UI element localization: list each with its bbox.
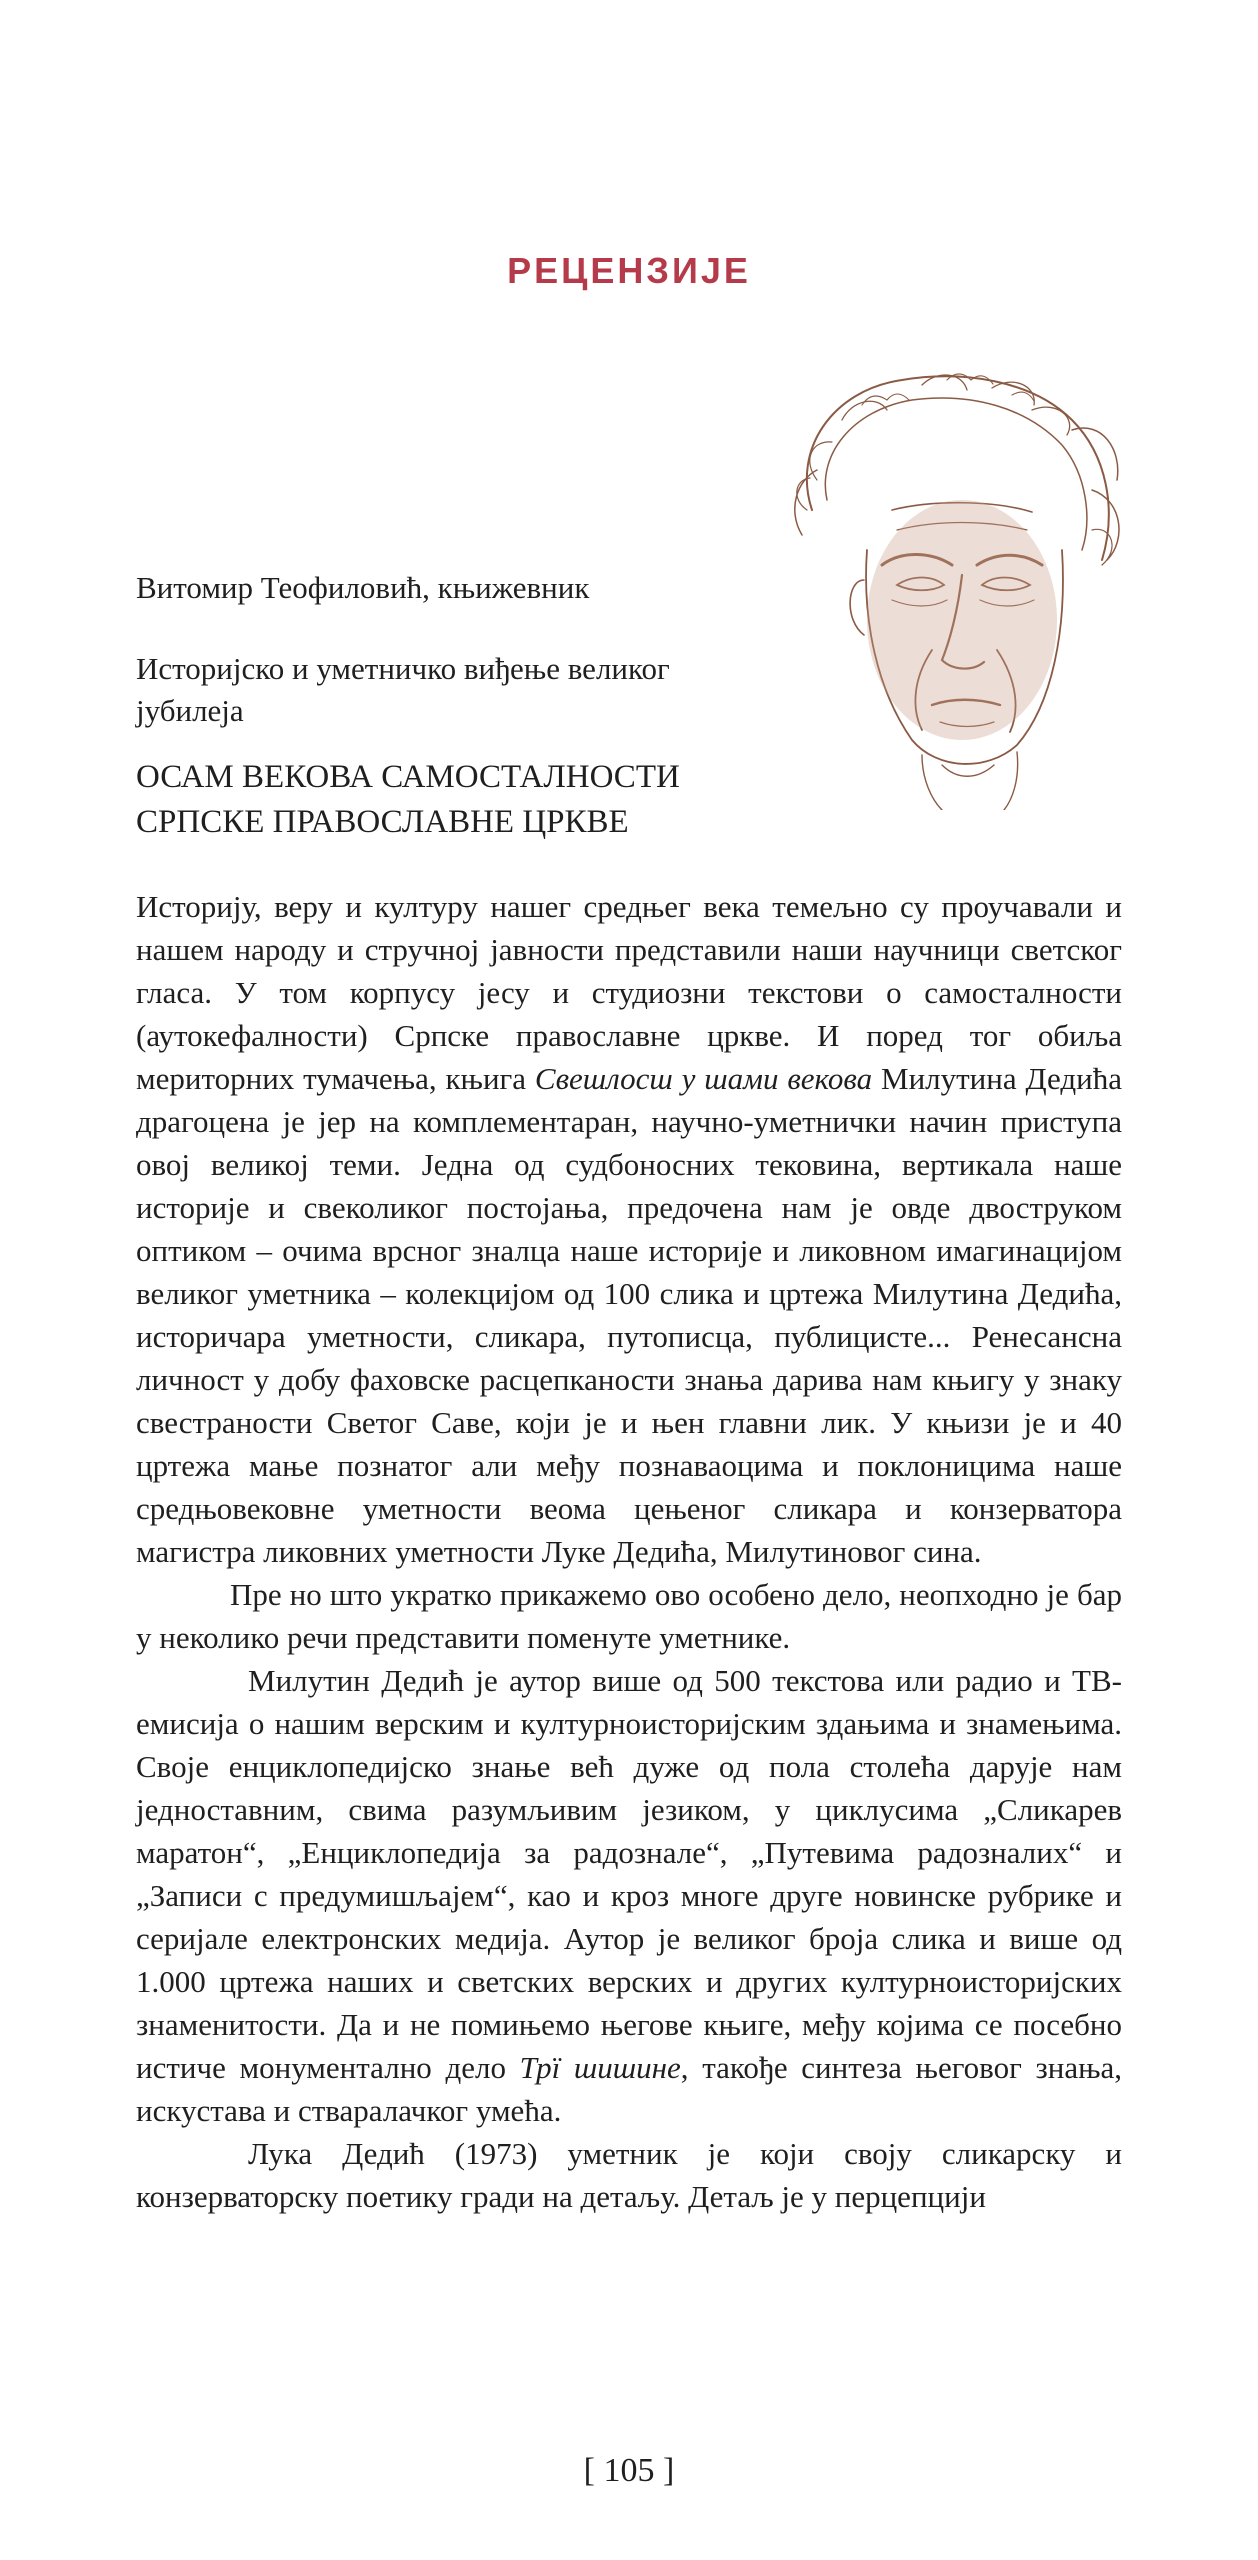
article-title-line-2: СРПСКЕ ПРАВОСЛАВНЕ ЦРКВЕ	[136, 804, 629, 840]
section-title: РЕЦЕНЗИЈЕ	[507, 250, 751, 291]
paragraph-1-part-a: Историју, веру и културу нашег средњег века темељно су проучавали и нашем народу и стручној јавности представили наши научници светског гласа. У том корпусу јесу и студиозни текстови о самосталности (аутокефалности) Српске православне цркве. И поред тог обиља мериторних тумачења, књига	[136, 889, 1122, 1096]
book-title-italic: Свешлосш у шами векова	[534, 1061, 873, 1096]
paragraph-3-part-a: Милутин Дедић је аутор више од 500 текстова или радио и ТВ-емисија о нашим верским и културноисторијским здањима и знамењима. Своје енциклопедијско знање већ дуже од пола столећа дарује нам једноставним, свима разумљивим језиком, у циклусима „Сликарев маратон“, „Енциклопедија за радознале“, „Путевима радозналих“ и „Записи с предумишљајем“, као и кроз многе друге новинске рубрике и серијале електронских медија. Аутор је великог броја слика и више од 1.000 цртежа наших и светских верских и других културноисторијских знаменитости. Да и не помињемо његове књиге, међу којима се посебно истиче монументално дело	[136, 1663, 1122, 2085]
article-title	[136, 755, 776, 845]
portrait-sketch	[772, 360, 1132, 810]
paragraph-1	[136, 885, 1122, 1573]
paragraph-1-part-b: Милутина Дедића драгоцена је јер на комплементаран, научно-уметнички начин приступа овој великој теми. Једна од судбоносних тековина, вертикала наше историје и свеколиког постојања, предочена нам је овде двоструком оптиком – очима врсног зналца наше историје и ликовном имагинацијом великог уметника – колекцијом од 100 слика и цртежа Милутина Дедића, историчара уметности, сликара, путописца, публицисте... Ренесансна личност у добу фаховске расцепканости знања дарива нам књигу у знаку свестраности Светог Саве, који је и њен главни лик. У књизи је и 40 цртежа мање познатог али међу познаваоцима и поклоницима наше средњовековне уметности веома цењеног сликара и конзерватора магистра ликовних уметности Луке Дедића, Милутиновог сина.	[136, 1061, 1122, 1569]
paragraph-3-part-b: , такође синтеза његовог знања, искустава и стваралачког умећа.	[136, 2050, 1122, 2128]
article-title-line-1: ОСАМ ВЕКОВА САМОСТАЛНОСТИ	[136, 759, 680, 795]
paragraph-3	[136, 1659, 1122, 2132]
article-body	[136, 885, 1122, 2218]
page-number: [ 105 ]	[583, 2452, 675, 2489]
article-subtitle: Историјско и уметничко виђење великог јубилеја	[136, 651, 670, 728]
article-author: Витомир Теофиловић, књижевник	[136, 570, 590, 605]
book-title-italic-2: Трї шишине	[519, 2050, 681, 2085]
paragraph-2: Пре но што укратко прикажемо ово особено дело, неопходно је бар у неколико речи представити поменуте уметнике.	[136, 1577, 1122, 1655]
paragraph-4: Лука Дедић (1973) уметник је који своју сликарску и конзерваторску поетику гради на детаљу. Детаљ је у перцепцији	[136, 2136, 1122, 2214]
